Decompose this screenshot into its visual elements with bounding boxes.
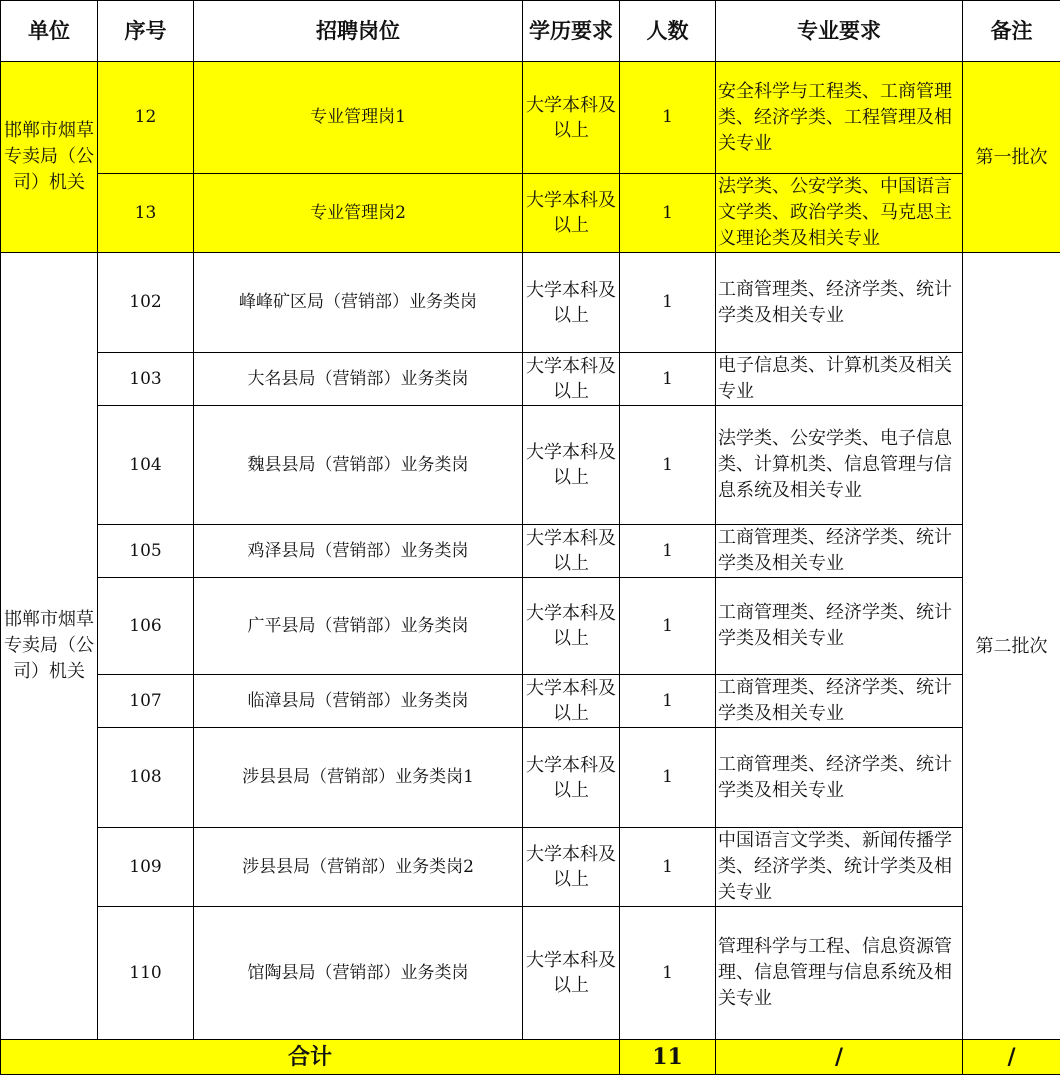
header-unit: 单位 bbox=[1, 1, 98, 62]
major-cell: 电子信息类、计算机类及相关专业 bbox=[716, 353, 963, 406]
total-major: / bbox=[716, 1040, 963, 1075]
total-label: 合计 bbox=[1, 1040, 620, 1075]
seq-cell: 106 bbox=[98, 578, 194, 675]
note-cell-group1: 第一批次 bbox=[963, 62, 1060, 253]
table-row bbox=[1, 353, 1060, 406]
header-row bbox=[1, 1, 1060, 62]
header-count: 人数 bbox=[620, 1, 716, 62]
major-cell: 工商管理类、经济学类、统计学类及相关专业 bbox=[716, 578, 963, 675]
post-cell: 涉县县局（营销部）业务类岗1 bbox=[194, 728, 523, 828]
major-cell: 法学类、公安学类、中国语言文学类、政治学类、马克思主义理论类及相关专业 bbox=[716, 174, 963, 253]
note-cell-group2: 第二批次 bbox=[963, 253, 1060, 1040]
edu-cell: 大学本科及以上 bbox=[523, 62, 620, 174]
count-cell: 1 bbox=[620, 578, 716, 675]
count-cell: 1 bbox=[620, 907, 716, 1040]
seq-cell: 13 bbox=[98, 174, 194, 253]
seq-cell: 102 bbox=[98, 253, 194, 353]
table-row bbox=[1, 578, 1060, 675]
table-row bbox=[1, 525, 1060, 578]
major-cell: 工商管理类、经济学类、统计学类及相关专业 bbox=[716, 675, 963, 728]
post-cell: 魏县县局（营销部）业务类岗 bbox=[194, 406, 523, 525]
post-cell: 涉县县局（营销部）业务类岗2 bbox=[194, 828, 523, 907]
header-seq: 序号 bbox=[98, 1, 194, 62]
header-edu: 学历要求 bbox=[523, 1, 620, 62]
seq-cell: 107 bbox=[98, 675, 194, 728]
total-count: 11 bbox=[620, 1040, 716, 1075]
major-cell: 工商管理类、经济学类、统计学类及相关专业 bbox=[716, 728, 963, 828]
edu-cell: 大学本科及以上 bbox=[523, 728, 620, 828]
post-cell: 峰峰矿区局（营销部）业务类岗 bbox=[194, 253, 523, 353]
table-row bbox=[1, 728, 1060, 828]
header-note: 备注 bbox=[963, 1, 1060, 62]
table-row bbox=[1, 828, 1060, 907]
post-cell: 专业管理岗1 bbox=[194, 62, 523, 174]
seq-cell: 103 bbox=[98, 353, 194, 406]
count-cell: 1 bbox=[620, 62, 716, 174]
edu-cell: 大学本科及以上 bbox=[523, 675, 620, 728]
edu-cell: 大学本科及以上 bbox=[523, 174, 620, 253]
post-cell: 专业管理岗2 bbox=[194, 174, 523, 253]
seq-cell: 110 bbox=[98, 907, 194, 1040]
edu-cell: 大学本科及以上 bbox=[523, 406, 620, 525]
count-cell: 1 bbox=[620, 675, 716, 728]
seq-cell: 104 bbox=[98, 406, 194, 525]
major-cell: 工商管理类、经济学类、统计学类及相关专业 bbox=[716, 253, 963, 353]
total-note: / bbox=[963, 1040, 1060, 1075]
table-row bbox=[1, 253, 1060, 353]
header-post: 招聘岗位 bbox=[194, 1, 523, 62]
edu-cell: 大学本科及以上 bbox=[523, 353, 620, 406]
count-cell: 1 bbox=[620, 174, 716, 253]
seq-cell: 12 bbox=[98, 62, 194, 174]
edu-cell: 大学本科及以上 bbox=[523, 907, 620, 1040]
seq-cell: 105 bbox=[98, 525, 194, 578]
edu-cell: 大学本科及以上 bbox=[523, 253, 620, 353]
count-cell: 1 bbox=[620, 253, 716, 353]
count-cell: 1 bbox=[620, 828, 716, 907]
table-row bbox=[1, 406, 1060, 525]
major-cell: 管理科学与工程、信息资源管理、信息管理与信息系统及相关专业 bbox=[716, 907, 963, 1040]
table-row bbox=[1, 62, 1060, 174]
seq-cell: 108 bbox=[98, 728, 194, 828]
major-cell: 中国语言文学类、新闻传播学类、经济学类、统计学类及相关专业 bbox=[716, 828, 963, 907]
edu-cell: 大学本科及以上 bbox=[523, 828, 620, 907]
post-cell: 鸡泽县局（营销部）业务类岗 bbox=[194, 525, 523, 578]
major-cell: 安全科学与工程类、工商管理类、经济学类、工程管理及相关专业 bbox=[716, 62, 963, 174]
edu-cell: 大学本科及以上 bbox=[523, 525, 620, 578]
seq-cell: 109 bbox=[98, 828, 194, 907]
header-major: 专业要求 bbox=[716, 1, 963, 62]
table-row bbox=[1, 907, 1060, 1040]
total-row bbox=[1, 1040, 1060, 1075]
count-cell: 1 bbox=[620, 406, 716, 525]
post-cell: 广平县局（营销部）业务类岗 bbox=[194, 578, 523, 675]
unit-cell-group2: 邯郸市烟草专卖局（公司）机关 bbox=[1, 253, 98, 1040]
table-row bbox=[1, 174, 1060, 253]
major-cell: 法学类、公安学类、电子信息类、计算机类、信息管理与信息系统及相关专业 bbox=[716, 406, 963, 525]
count-cell: 1 bbox=[620, 728, 716, 828]
post-cell: 临漳县局（营销部）业务类岗 bbox=[194, 675, 523, 728]
major-cell: 工商管理类、经济学类、统计学类及相关专业 bbox=[716, 525, 963, 578]
post-cell: 大名县局（营销部）业务类岗 bbox=[194, 353, 523, 406]
count-cell: 1 bbox=[620, 353, 716, 406]
unit-cell-group1: 邯郸市烟草专卖局（公司）机关 bbox=[1, 62, 98, 253]
post-cell: 馆陶县局（营销部）业务类岗 bbox=[194, 907, 523, 1040]
edu-cell: 大学本科及以上 bbox=[523, 578, 620, 675]
count-cell: 1 bbox=[620, 525, 716, 578]
table-row bbox=[1, 675, 1060, 728]
